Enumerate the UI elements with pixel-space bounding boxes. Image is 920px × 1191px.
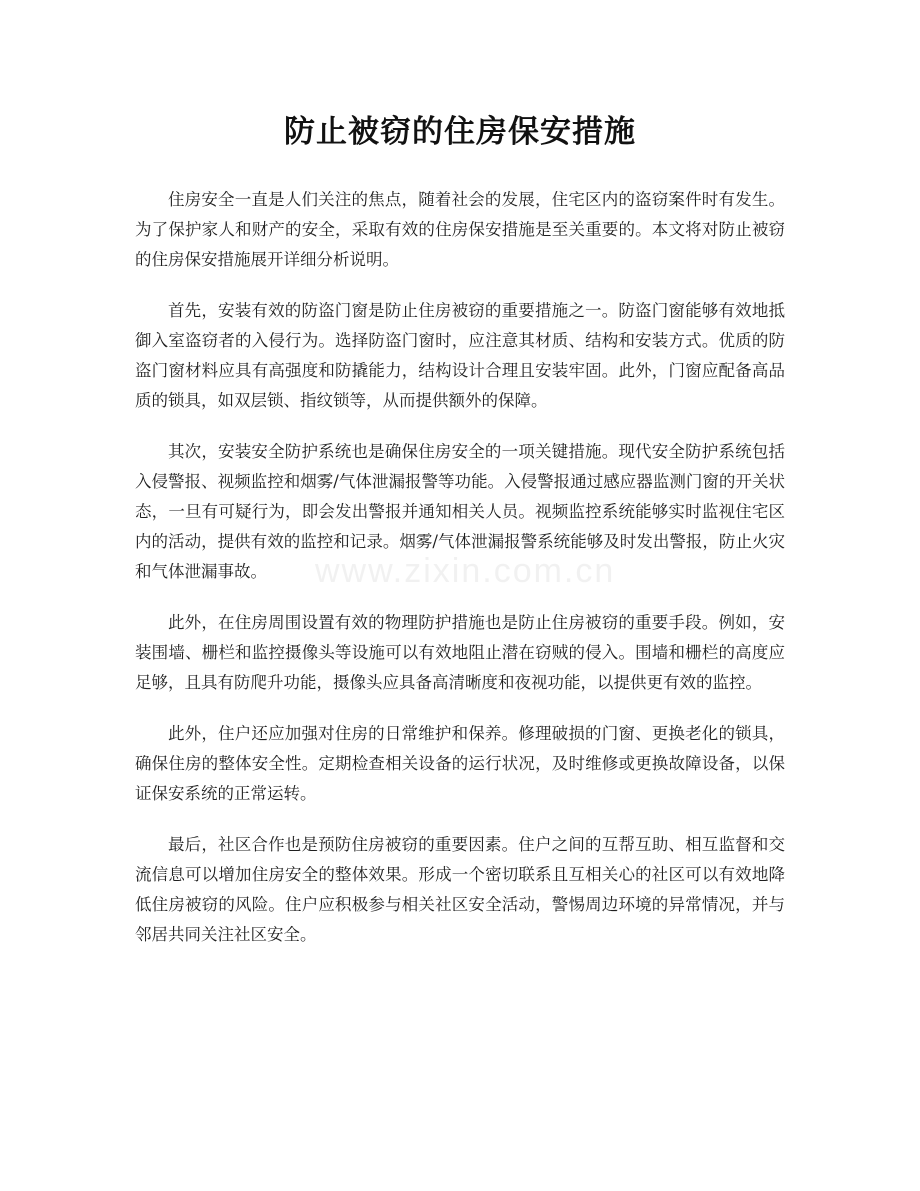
paragraph-intro: 住房安全一直是人们关注的焦点，随着社会的发展，住宅区内的盗窃案件时有发生。为了保护家人和财产的安全，采取有效的住房保安措施是至关重要的。本文将对防止被窃的住房保安措施展开详细分析说明。 [135, 190, 785, 269]
paragraph-doors-windows: 首先，安装有效的防盗门窗是防止住房被窃的重要措施之一。防盗门窗能够有效地抵御入室盗窃者的入侵行为。选择防盗门窗时，应注意其材质、结构和安装方式。优质的防盗门窗材料应具有高强度和防撬能力，结构设计合理且安装牢固。此外，门窗应配备高品质的锁具，如双层锁、指纹锁等，从而提供额外的保障。 [135, 301, 785, 410]
document-body [135, 185, 785, 971]
paragraph-physical-protection: 此外，在住房周围设置有效的物理防护措施也是防止住房被窃的重要手段。例如，安装围墙、栅栏和监控摄像头等设施可以有效地阻止潜在窃贼的侵入。围墙和栅栏的高度应足够，且具有防爬升功能，摄像头应具备高清晰度和夜视功能，以提供更有效的监控。 [135, 613, 785, 692]
paragraph-maintenance: 此外，住户还应加强对住房的日常维护和保养。修理破损的门窗、更换老化的锁具，确保住房的整体安全性。定期检查相关设备的运行状况，及时维修或更换故障设备，以保证保安系统的正常运转。 [135, 724, 785, 803]
document-title: 防止被窃的住房保安措施 [284, 114, 636, 150]
paragraph-community: 最后，社区合作也是预防住房被窃的重要因素。住户之间的互帮互助、相互监督和交流信息可以增加住房安全的整体效果。形成一个密切联系且互相关心的社区可以有效地降低住房被窃的风险。住户应积极参与相关社区安全活动，警惕周边环境的异常情况，并与邻居共同关注社区安全。 [135, 835, 785, 944]
paragraph-security-system: 其次，安装安全防护系统也是确保住房安全的一项关键措施。现代安全防护系统包括入侵警报、视频监控和烟雾/气体泄漏报警等功能。入侵警报通过感应器监测门窗的开关状态，一旦有可疑行为，即会发出警报并通知相关人员。视频监控系统能够实时监视住宅区内的活动，提供有效的监控和记录。烟雾/气体泄漏报警系统能够及时发出警报，防止火灾和气体泄漏事故。 [135, 442, 785, 581]
watermark-text: www.zixin.com.cn [315, 552, 616, 590]
